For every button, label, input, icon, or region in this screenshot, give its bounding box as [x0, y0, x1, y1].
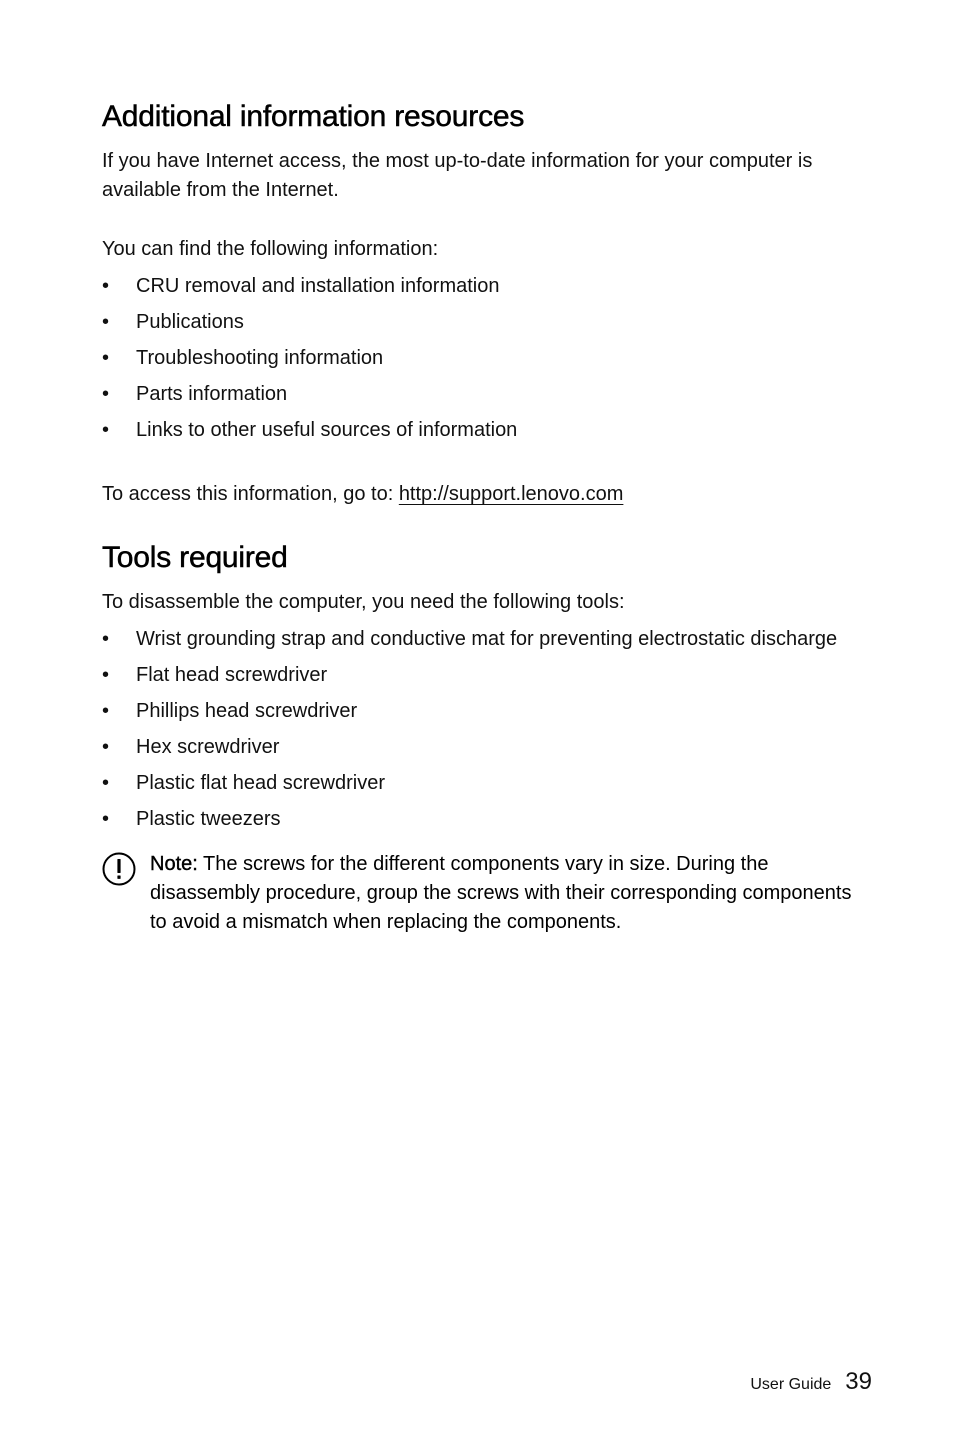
- page-footer: [750, 1368, 872, 1396]
- bullet-icon: •: [102, 419, 110, 441]
- bullet-icon: •: [102, 700, 110, 722]
- paragraph-tools-intro: To disassemble the computer, you need the following tools:: [102, 591, 625, 613]
- note-callout: [102, 850, 862, 937]
- footer-label: User Guide: [750, 1376, 832, 1393]
- paragraph-access-information: To access this information, go to: http://support.lenovo.com: [102, 483, 624, 505]
- support-link[interactable]: http://support.lenovo.com: [398, 483, 624, 505]
- bullet-icon: •: [102, 347, 110, 369]
- list-item: • Links to other useful sources of information: [102, 412, 517, 448]
- paragraph-internet-access: If you have Internet access, the most up-to-date information for your computer is available from the Internet.: [102, 150, 813, 201]
- list-item: • Phillips head screwdriver: [102, 693, 837, 729]
- paragraph-find-information: You can find the following information:: [102, 238, 439, 260]
- list-item: • Troubleshooting information: [102, 340, 517, 376]
- section-heading-additional-resources: Additional information resources: [102, 100, 525, 133]
- bullet-icon: •: [102, 275, 110, 297]
- note-text: [150, 850, 862, 937]
- bullet-icon: •: [102, 772, 110, 794]
- list-item: • Hex screwdriver: [102, 729, 837, 765]
- list-item: • Plastic tweezers: [102, 801, 837, 837]
- information-list: [102, 268, 517, 448]
- tools-list: [102, 621, 837, 837]
- note-body: The screws for the different components vary in size. During the disassembly procedure, group the screws with their corresponding components to avoid a mismatch when replacing the components.: [150, 853, 852, 933]
- list-item: • Plastic flat head screwdriver: [102, 765, 837, 801]
- bullet-icon: •: [102, 383, 110, 405]
- list-item: • Wrist grounding strap and conductive mat for preventing electrostatic discharge: [102, 621, 837, 657]
- list-item: • Publications: [102, 304, 517, 340]
- bullet-icon: •: [102, 808, 110, 830]
- note-label: Note:: [150, 853, 198, 875]
- bullet-icon: •: [102, 664, 110, 686]
- list-item: • CRU removal and installation information: [102, 268, 517, 304]
- bullet-icon: •: [102, 628, 110, 650]
- list-item: • Parts information: [102, 376, 517, 412]
- bullet-icon: •: [102, 311, 110, 333]
- section-heading-tools-required: Tools required: [102, 541, 288, 574]
- exclamation-circle-icon: [102, 852, 136, 886]
- list-item: • Flat head screwdriver: [102, 657, 837, 693]
- page-number: 39: [845, 1368, 872, 1395]
- bullet-icon: •: [102, 736, 110, 758]
